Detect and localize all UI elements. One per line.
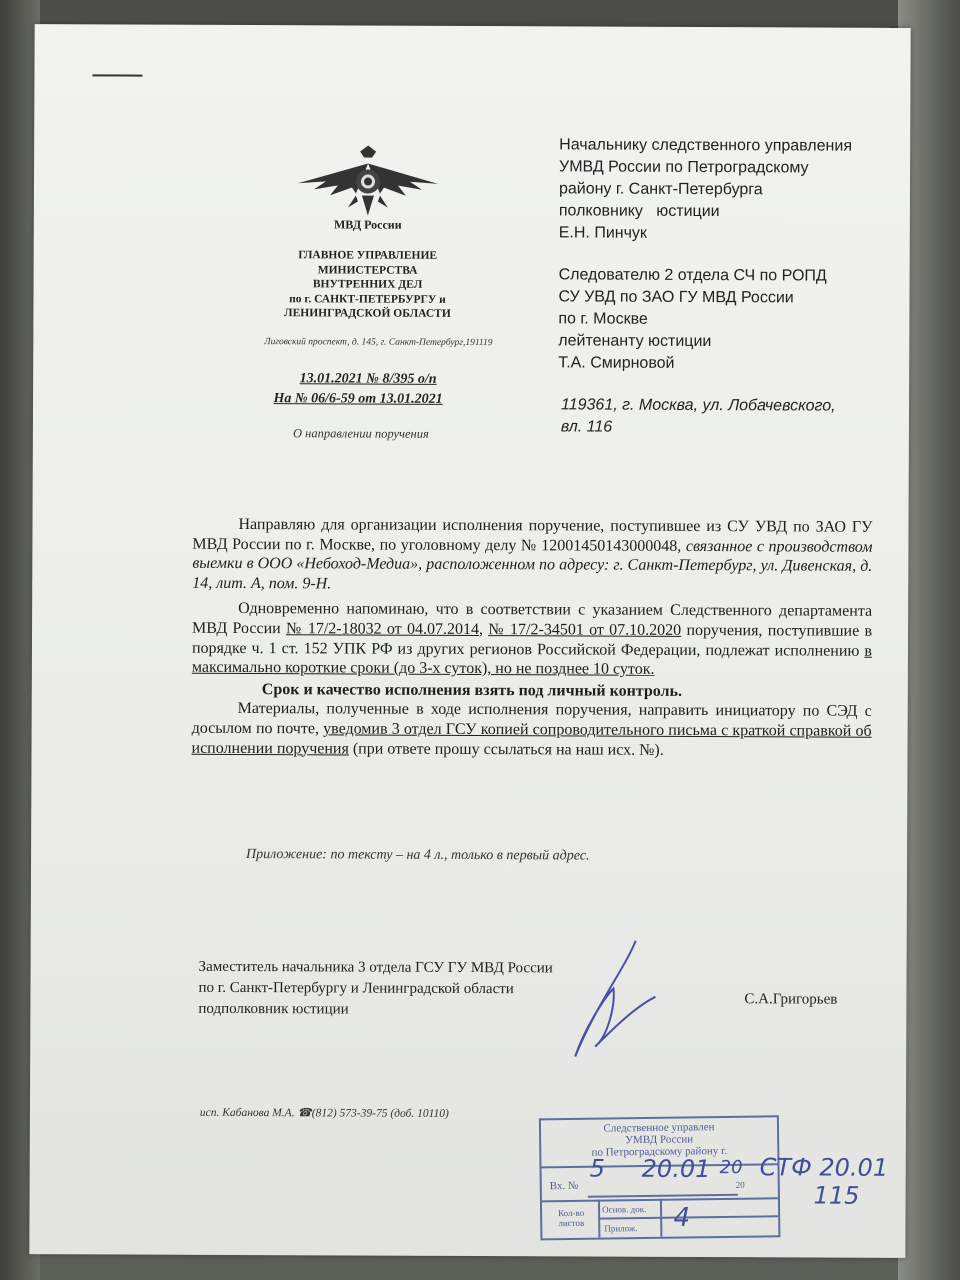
agency-line: ВНУТРЕННИХ ДЕЛ bbox=[312, 278, 423, 291]
position-line: подполковник юстиции bbox=[198, 1000, 349, 1018]
stamp-number-label: Вх. № bbox=[549, 1179, 579, 1193]
handwritten-sheets: 4 bbox=[673, 1202, 691, 1233]
top-rule bbox=[92, 74, 142, 76]
eagle-emblem-icon bbox=[296, 143, 440, 218]
stamp-title bbox=[541, 1120, 777, 1159]
handwritten-note-number: 115 bbox=[813, 1181, 860, 1210]
stamp-title-line: Следственное управлен bbox=[603, 1121, 715, 1135]
paragraph-text: поручения, поступившие в порядке ч. 1 ст. 152 УПК РФ из других регионов Российской Федерации, подлежат исполнению bbox=[191, 621, 873, 660]
agency-full-name bbox=[257, 248, 477, 321]
agency-short-name: МВД России bbox=[333, 217, 402, 232]
address-line: 119361, г. Москва, ул. Лобачевского, bbox=[560, 396, 836, 415]
paragraph-text: связанное с производством выемки в ООО «Небоход-Медиа», расположенном по адресу: г. Санкт-Петербург, ул. Дивенская, д. 14, лит. А, пом. 9-Н. bbox=[192, 537, 873, 593]
addressee-line: лейтенанту юстиции bbox=[558, 332, 712, 351]
addressee-line: СУ УВД по ЗАО ГУ МВД России bbox=[558, 288, 794, 307]
agency-line: МИНИСТЕРСТВА bbox=[317, 263, 418, 277]
outgoing-reference: 13.01.2021 № 8/395 о/п bbox=[299, 371, 437, 387]
letter-subject: О направлении поручения bbox=[292, 426, 429, 441]
incoming-reference: На № 06/6-59 от 13.01.2021 bbox=[273, 391, 443, 407]
agency-address: Лиговский проспект, д. 145, г. Санкт-Петербург,191119 bbox=[264, 337, 493, 349]
addressee-line: району г. Санкт-Петербурга bbox=[558, 180, 763, 199]
position-line: по г. Санкт-Петербургу и Ленинградской области bbox=[198, 979, 514, 998]
addressee-line: Начальнику следственного управления bbox=[559, 136, 853, 155]
handwritten-date: 20.01 bbox=[641, 1154, 711, 1184]
paragraph-text: Одновременно напоминаю, что в соответствии с указанием Следственного департамента МВД России bbox=[192, 600, 873, 638]
addressee-line: Е.Н. Пинчук bbox=[558, 224, 647, 242]
paragraph-text: уведомив 3 отдел ГСУ копией сопроводительного письма с краткой справкой об исполнении поручения bbox=[191, 720, 872, 758]
position-line: Заместитель начальника 3 отдела ГСУ ГУ МВД России bbox=[198, 958, 553, 977]
agency-line: по г. САНКТ-ПЕТЕРБУРГУ и bbox=[289, 292, 446, 306]
stamp-attach-label: Прилож. bbox=[604, 1223, 638, 1234]
address-line: вл. 116 bbox=[560, 418, 613, 436]
addressee-second-address bbox=[561, 394, 881, 439]
deadline-text: в максимально короткие сроки (до 3-х суток), но не позднее 10 суток. bbox=[191, 642, 872, 678]
addressee-line: Т.А. Смирновой bbox=[558, 354, 675, 372]
stamp-title-line: по Петроградскому району г. bbox=[591, 1144, 728, 1159]
stamp-main-doc-label: Основ. док. bbox=[602, 1204, 647, 1215]
signatory-name: С.А.Григорьев bbox=[744, 991, 838, 1008]
paragraph-4 bbox=[191, 699, 871, 761]
paragraph-text: , bbox=[478, 621, 489, 639]
addressee-first bbox=[559, 134, 899, 245]
addressee-second bbox=[558, 264, 878, 375]
attachment-note: Приложение: по тексту – на 4 л., только в первый адрес. bbox=[246, 847, 590, 864]
handwritten-note: СТФ 20.01 bbox=[759, 1153, 889, 1182]
letter-body bbox=[191, 515, 872, 761]
handwritten-year: 20 bbox=[719, 1157, 743, 1179]
stamp-qty-label: Кол-во листов bbox=[557, 1207, 585, 1229]
stamp-title-line: УМВД России bbox=[625, 1133, 694, 1147]
paragraph-text: Материалы, полученные в ходе исполнения поручения, направить инициатору по СЭД с досылом по почте, bbox=[191, 700, 872, 738]
document-sheet bbox=[29, 24, 910, 1258]
executor-contact: исп. Кабанова М.А. ☎(812) 573-39-75 (доб. 10110) bbox=[199, 1106, 449, 1120]
handwritten-signature bbox=[555, 936, 666, 1066]
reference-link: № 17/2-18032 от 04.07.2014 bbox=[285, 620, 480, 639]
agency-line: ГЛАВНОЕ УПРАВЛЕНИЕ bbox=[298, 249, 438, 262]
handwritten-number: 5 bbox=[589, 1154, 606, 1183]
paragraph-text: (при ответе прошу ссылаться на наш исх. №). bbox=[348, 740, 664, 759]
addressee-line: УМВД России по Петроградскому bbox=[559, 158, 809, 177]
paragraph-3: Срок и качество исполнения взять под личный контроль. bbox=[261, 680, 683, 700]
paragraph-2 bbox=[192, 599, 872, 680]
addressee-line: полковнику юстиции bbox=[558, 202, 720, 221]
addressee-line: по г. Москве bbox=[558, 310, 648, 328]
agency-line: ЛЕНИНГРАДСКОЙ ОБЛАСТИ bbox=[284, 307, 451, 320]
addressee-line: Следователю 2 отдела СЧ по РОПД bbox=[558, 266, 827, 285]
reference-link: № 17/2-34501 от 07.10.2020 bbox=[488, 621, 682, 639]
paragraph-1 bbox=[192, 515, 872, 596]
stamp-year-label: 20 bbox=[735, 1179, 745, 1190]
paragraph-text: Направляю для организации исполнения поручение, поступившее из СУ УВД по ЗАО ГУ МВД России по г. Москве, по уголовному делу № 12001450143000048, bbox=[192, 515, 873, 555]
